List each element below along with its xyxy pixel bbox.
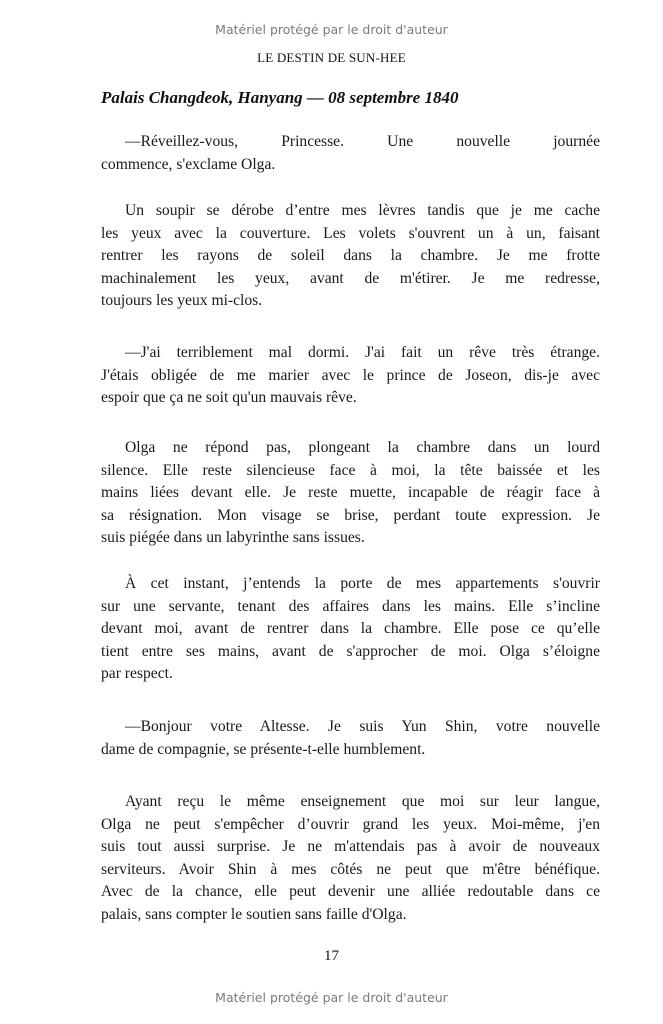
paragraph-line: tient entre ses mains, avant de s'approcher de moi. Olga s’éloigne xyxy=(101,642,600,660)
paragraph-line: sa résignation. Mon visage se brise, perdant toute expression. Je xyxy=(101,506,600,524)
paragraph-3 xyxy=(101,342,600,410)
chapter-heading: Palais Changdeok, Hanyang — 08 septembre 1840 xyxy=(101,88,459,107)
paragraph-line: —Bonjour votre Altesse. Je suis Yun Shin, votre nouvelle xyxy=(125,718,600,735)
paragraph-line: commence, s'exclame Olga. xyxy=(101,155,276,173)
paragraph-line: par respect. xyxy=(101,665,173,682)
paragraph-line: Avec de la chance, elle peut devenir une alliée redoutable dans ce xyxy=(101,883,600,900)
paragraph-line: rentrer les rayons de soleil dans la chambre. Je me frotte xyxy=(101,247,600,264)
paragraph-1 xyxy=(101,131,600,176)
watermark-top: Matériel protégé par le droit d'auteur xyxy=(215,22,448,37)
paragraph-line: les yeux avec la couverture. Les volets s'ouvrent un à un, faisant xyxy=(101,224,600,242)
paragraph-line: serviteurs. Avoir Shin à mes côtés ne peut que m'être bénéfique. xyxy=(101,860,600,878)
paragraph-line: Un soupir se dérobe d’entre mes lèvres tandis que je me cache xyxy=(125,202,600,219)
paragraph-6 xyxy=(101,716,600,761)
paragraph-line: —J'ai terriblement mal dormi. J'ai fait un rêve très étrange. xyxy=(125,344,600,361)
paragraph-line: sur une servante, tenant des affaires dans les mains. Elle s’incline xyxy=(101,597,600,615)
paragraph-line: machinalement les yeux, avant de m'étirer. Je me redresse, xyxy=(101,269,600,287)
paragraph-line: À cet instant, j’entends la porte de mes appartements s'ouvrir xyxy=(125,575,600,592)
paragraph-7 xyxy=(101,791,600,926)
paragraph-line: —Réveillez-vous, Princesse. Une nouvelle journée xyxy=(125,133,600,150)
paragraph-line: toujours les yeux mi-clos. xyxy=(101,292,263,309)
paragraph-line: dame de compagnie, se présente-t-elle humblement. xyxy=(101,740,426,758)
paragraph-line: suis tout aussi surprise. Je ne m'attendais pas à avoir de nouveaux xyxy=(101,838,600,855)
paragraph-line: palais, sans compter le soutien sans faille d'Olga. xyxy=(101,905,407,923)
running-head: LE DESTIN DE SUN-HEE xyxy=(257,50,406,65)
paragraph-line: devant moi, avant de rentrer dans la chambre. Elle pose ce qu’elle xyxy=(101,620,600,637)
watermark-bottom: Matériel protégé par le droit d'auteur xyxy=(215,990,448,1005)
paragraph-line: Olga ne peut s'empêcher d’ouvrir grand les yeux. Moi-même, j'en xyxy=(101,815,600,833)
paragraph-2 xyxy=(101,200,600,313)
page-number: 17 xyxy=(324,948,339,964)
paragraph-line: espoir que ça ne soit qu'un mauvais rêve. xyxy=(101,389,357,406)
paragraph-line: J'étais obligée de me marier avec le prince de Joseon, dis-je avec xyxy=(101,366,600,384)
paragraph-line: Olga ne répond pas, plongeant la chambre dans un lourd xyxy=(125,439,600,456)
paragraph-line: silence. Elle reste silencieuse face à moi, la tête baissée et les xyxy=(101,461,600,479)
paragraph-line: mains liées devant elle. Je reste muette, incapable de réagir face à xyxy=(101,484,600,501)
paragraph-4 xyxy=(101,437,600,550)
paragraph-line: Ayant reçu le même enseignement que moi sur leur langue, xyxy=(125,793,600,810)
paragraph-line: suis piégée dans un labyrinthe sans issues. xyxy=(101,529,365,546)
paragraph-5 xyxy=(101,573,600,686)
